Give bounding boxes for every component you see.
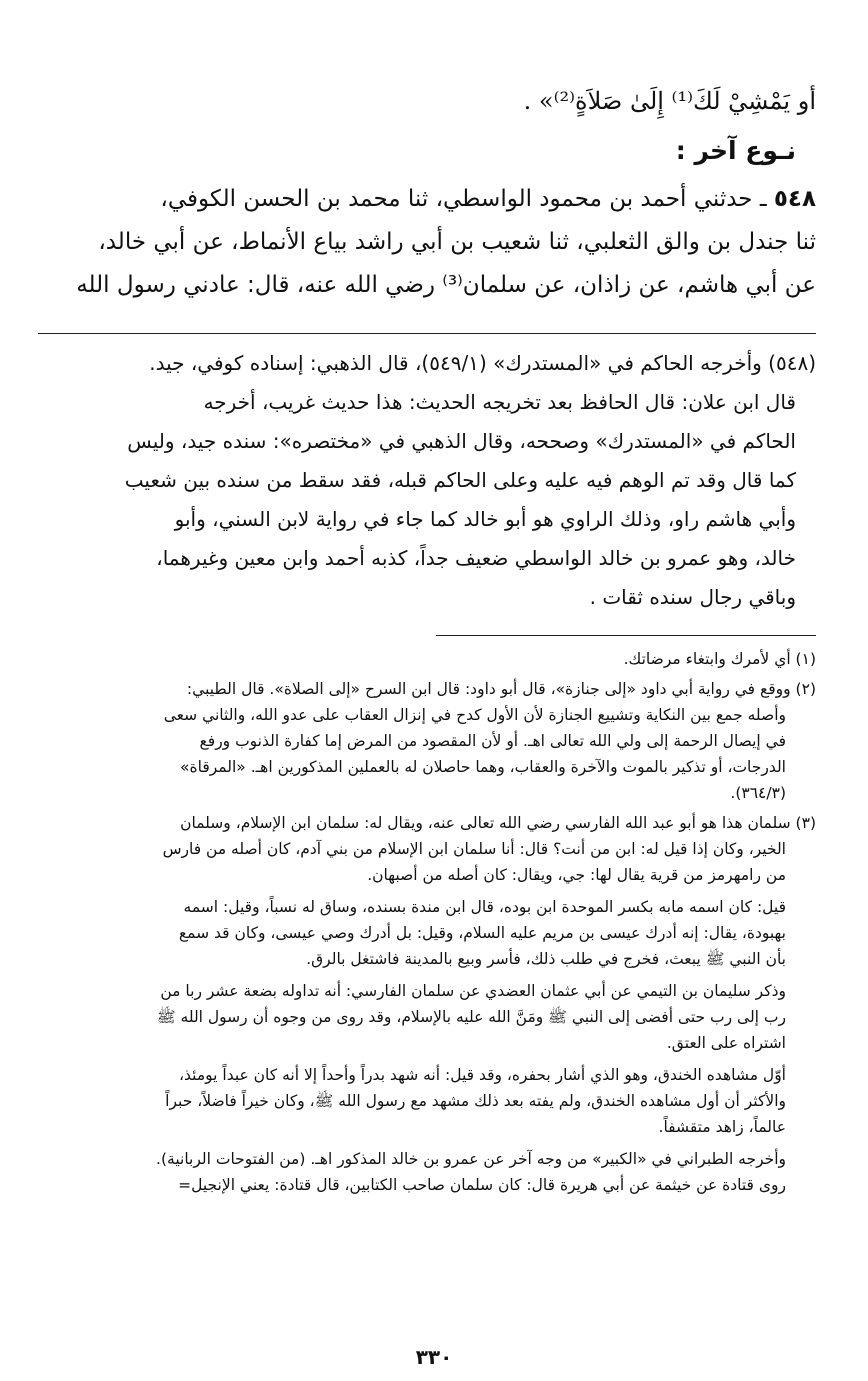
section-heading: نـوع آخر : [675,136,796,165]
footnote-3-line: عالماً، زاهد متقشفاً. [658,1118,786,1136]
footnote-2-line: الدرجات، أو تذكير بالموت والآخرة والعقاب، وهما حاصلان له بالعملين المذكورين اهـ. «المرقاة» [180,758,786,776]
footnote-3-line: اشتراه على العتق. [666,1034,786,1052]
footnote-3-line: رب إلى رب حتى أفضى إلى النبي ﷺ ومَنَّ الله عليه بالإسلام، وقد روى من وجوه أن رسول الله ﷺ [156,1008,786,1026]
footnote-3-line: بأن النبي ﷺ يبعث، فخرج في طلب ذلك، فأسر وبيع بالمدينة فاشتغل بالرق. [306,950,786,968]
footnote-divider [436,635,816,636]
hadith-line-text: ـ حدثني أحمد بن محمود الواسطي، ثنا محمد بن الحسن الكوفي، [160,186,767,212]
footnote-3-line: بهبودة، يقال: إنه أدرك عيسى بن مريم عليه السلام، وقيل: بل أدرك وصي عيسى، وكان قد سمع [178,924,786,942]
verse-line: أو يَمْشِيْ لَكَ⁽¹⁾ إِلَىٰ صَلاَةٍ⁽²⁾» . [523,87,816,115]
footnote-3-line: والأكثر أن أول مشاهده الخندق، ولم يفته بعد ذلك مشهد مع رسول الله ﷺ، وكان خيراً فاضلاً، حبراً [165,1092,786,1110]
footnote-3-line: وأخرجه الطبراني في «الكبير» من وجه آخر عن عمرو بن خالد المذكور اهـ. (من الفتوحات الربانية). [156,1150,786,1168]
footnote-1: (١) أي لأمرك وابتغاء مرضاتك. [623,650,816,668]
footnote-2: (٢) ووقع في رواية أبي داود «إلى جنازة»، قال أبو داود: قال ابن السرح «إلى الصلاة». قال الطيبي: [186,680,816,698]
footnote-3-line: من رامهرمز من قرية يقال لها: جي، ويقال: كان أصله من أصبهان. [367,866,786,884]
footnote-3-line: وذكر سليمان بن التيمي عن أبي عثمان العضدي عن سلمان الفارسي: أنه تداوله بضعة عشر ربا من [160,982,786,1000]
footnote-divider-wrap [38,617,816,646]
main-divider [38,333,816,334]
hadith-line: ثنا جندل بن والق الثعلبي، ثنا شعيب بن أبي راشد بياع الأنماط، عن أبي خالد، [98,229,816,255]
takhrij-line: وأبي هاشم راو، وذلك الراوي هو أبو خالد كما جاء في رواية لابن السني، وأبو [174,507,796,531]
footnote-3-line: قيل: كان اسمه مابه بكسر الموحدة ابن بوده، قال ابن مندة بسنده، وساق له نسباً، وقيل: اسمه [183,898,786,916]
takhrij-line: (٥٤٨) وأخرجه الحاكم في «المستدرك» (٥٤٩/١)، قال الذهبي: إسناده كوفي، جيد. [149,351,816,375]
footnote-3-line: الخير، وكان إذا قيل له: ابن من أنت؟ قال: أنا سلمان ابن الإسلام من بني آدم، كان أصله من فارس [162,840,786,858]
hadith-line [38,178,816,221]
takhrij-line: الحاكم في «المستدرك» وصححه، وقال الذهبي في «مختصره»: سنده جيد، وليس [127,429,796,453]
footnote-2-line: في إيصال الرحمة إلى ولي الله تعالى اهـ. أو لأن المقصود من المرض إما كفارة الذنوب ورفع [199,732,786,750]
page-number: ٣٣٠ [415,1345,453,1369]
hadith-text [38,178,816,307]
footnote-3: (٣) سلمان هذا هو أبو عبد الله الفارسي رضي الله تعالى عنه، ويقال له: سلمان ابن الإسلام، وسلمان [180,814,816,832]
takhrij-line: وباقي رجال سنده ثقات . [589,585,796,609]
hadith-line: عن أبي هاشم، عن زاذان، عن سلمان⁽³⁾ رضي الله عنه، قال: عادني رسول الله [76,272,816,298]
takhrij-section [38,344,816,617]
footnote-2-line: وأصله جمع بين النكاية وتشييع الجنازة لأن الأول كدح في إنزال العقاب على عدو الله، والثاني سعى [163,706,786,724]
footnotes [38,646,816,1198]
footnote-3-line: أوّل مشاهده الخندق، وهو الذي أشار بحفره، وقد قيل: أنه شهد بدراً وأحداً إلا أنه كان عبداً يومئذ، [179,1066,786,1084]
takhrij-line: كما قال وقد تم الوهم فيه عليه وعلى الحاكم قبله، فقد سقط من سنده بين شعيب [124,468,796,492]
footnote-2-line: (٣٦٤/٣). [730,784,786,802]
footnote-3-line: روى قتادة عن خيثمة عن أبي هريرة قال: كان سلمان صاحب الكتابين، قال قتادة: يعني الإنجيل= [178,1176,786,1194]
takhrij-line: خالد، وهو عمرو بن خالد الواسطي ضعيف جداً، كذبه أحمد وابن معين وغيرهما، [156,546,796,570]
hadith-number: ٥٤٨ [773,186,816,212]
takhrij-line: قال ابن علان: قال الحافظ بعد تخريجه الحديث: هذا حديث غريب، أخرجه [203,390,796,414]
